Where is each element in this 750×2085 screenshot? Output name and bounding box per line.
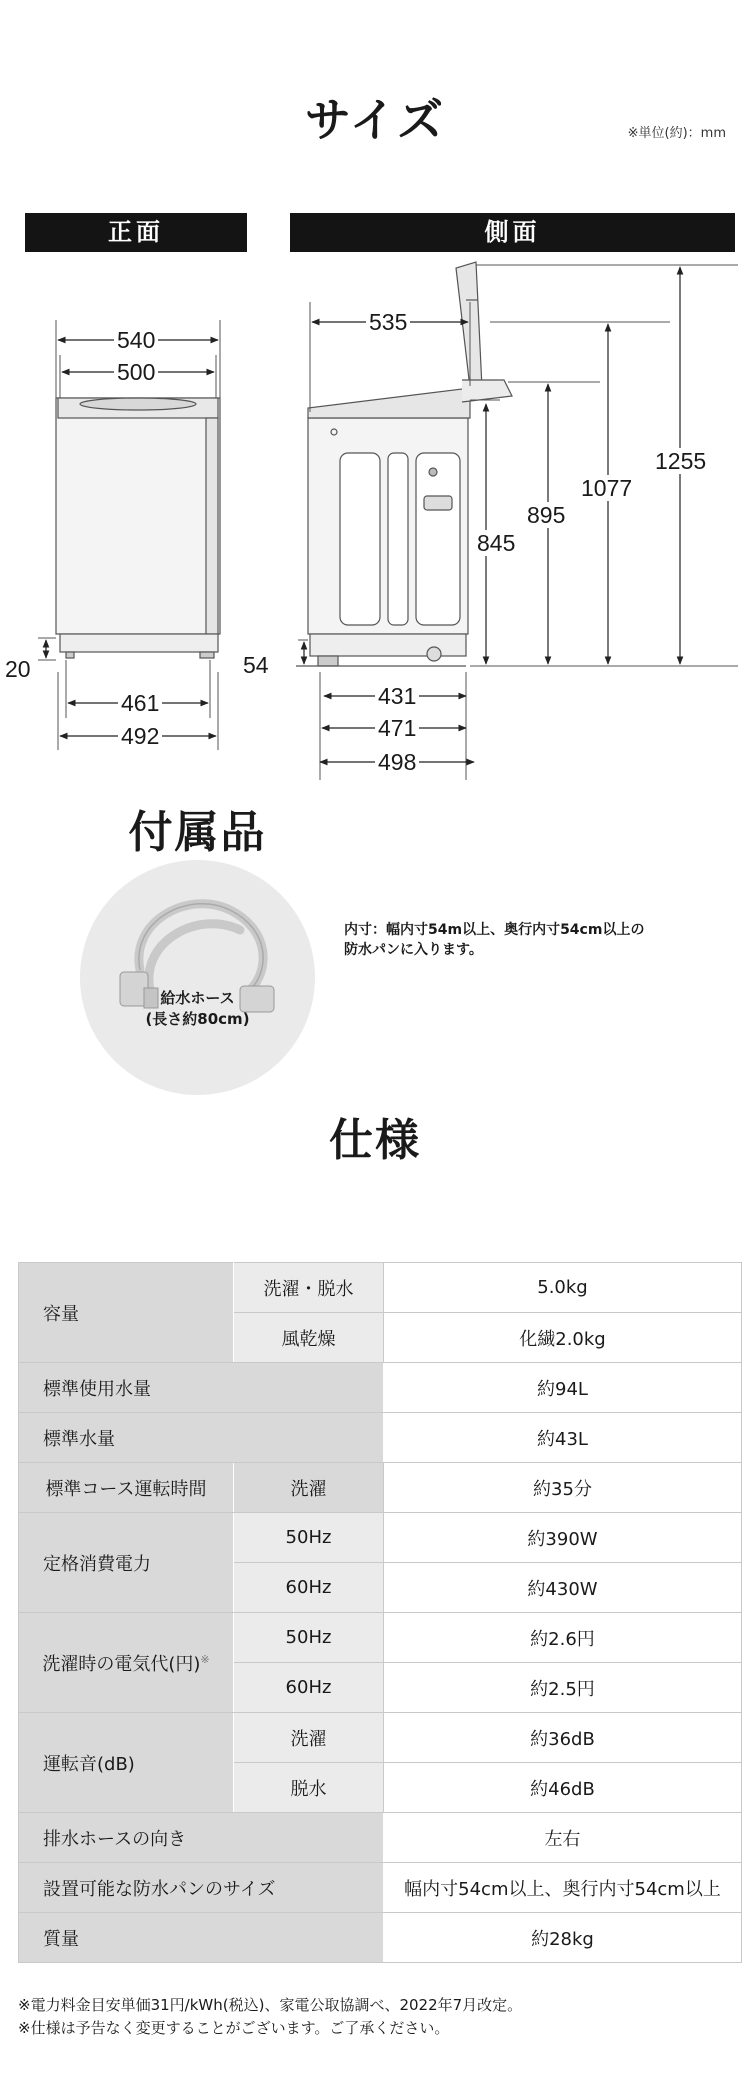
- spec-sub: 洗濯・脱水: [234, 1263, 384, 1313]
- table-row: [19, 1713, 742, 1763]
- spec-value: 幅内寸54cm以上、奥行内寸54cm以上: [384, 1863, 742, 1913]
- spec-label: 洗濯時の電気代(円): [42, 1653, 201, 1675]
- spec-label: 標準使用水量: [19, 1363, 384, 1413]
- accessory-note-line1: 内寸：幅内寸54m以上、奥行内寸54cm以上の: [344, 922, 645, 938]
- spec-label: 定格消費電力: [19, 1513, 234, 1613]
- table-row: [19, 1463, 742, 1513]
- front-dim-width-outer: 540: [114, 327, 158, 353]
- spec-label: 容量: [19, 1263, 234, 1363]
- spec-sub: 洗濯: [234, 1463, 384, 1513]
- accessories-title: 付属品: [128, 807, 267, 858]
- spec-value: 化繊2.0kg: [384, 1313, 742, 1363]
- hose-label-length: (長さ約80cm): [145, 1010, 250, 1028]
- spec-value: 約35分: [384, 1463, 742, 1513]
- front-view-label: 正面: [25, 213, 247, 252]
- spec-label-cell: [19, 1613, 234, 1713]
- unit-note: ※単位(約)：mm: [627, 126, 726, 141]
- side-dim-foot-1: 431: [375, 683, 419, 709]
- table-row: [19, 1413, 742, 1463]
- dimension-drawings: [0, 0, 750, 800]
- table-row: [19, 1363, 742, 1413]
- table-row: [19, 1813, 742, 1863]
- front-dim-base-height: 20: [5, 656, 31, 682]
- spec-value: 約430W: [384, 1563, 742, 1613]
- side-dim-foot-2: 471: [375, 715, 419, 741]
- side-dim-h2: 895: [524, 502, 568, 528]
- side-dim-h4: 1255: [652, 448, 709, 474]
- hose-image-circle: [80, 860, 315, 1095]
- water-hose-icon: [80, 860, 315, 1095]
- table-row: [19, 1513, 742, 1563]
- table-row: [19, 1863, 742, 1913]
- spec-value: 約2.6円: [384, 1613, 742, 1663]
- accessory-note: [344, 920, 674, 960]
- spec-label: 運転音(dB): [19, 1713, 234, 1813]
- spec-value: 約36dB: [384, 1713, 742, 1763]
- spec-value: 約94L: [384, 1363, 742, 1413]
- spec-sub: 風乾燥: [234, 1313, 384, 1363]
- front-dim-width-inner: 500: [114, 359, 158, 385]
- spec-title: 仕様: [329, 1115, 421, 1166]
- table-row: [19, 1613, 742, 1663]
- spec-sub: 60Hz: [234, 1563, 384, 1613]
- footnote-2: ※仕様は予告なく変更することがございます。ご了承ください。: [18, 2019, 450, 2037]
- side-dim-base-height: 54: [243, 652, 269, 678]
- spec-value: 約46dB: [384, 1763, 742, 1813]
- spec-value: 約28kg: [384, 1913, 742, 1963]
- side-view-label: 側面: [290, 213, 735, 252]
- hose-label-name: 給水ホース: [160, 989, 235, 1007]
- front-washer-drawing: [56, 398, 220, 658]
- table-row: [19, 1263, 742, 1313]
- side-dim-foot-3: 498: [375, 749, 419, 775]
- footnote-mark: ※: [200, 1652, 210, 1666]
- spec-value: 5.0kg: [384, 1263, 742, 1313]
- spec-sub: 洗濯: [234, 1713, 384, 1763]
- spec-sub: 脱水: [234, 1763, 384, 1813]
- table-row: [19, 1913, 742, 1963]
- side-dim-h1: 845: [474, 530, 518, 556]
- side-dim-depth-top: 535: [366, 309, 410, 335]
- spec-label: 設置可能な防水パンのサイズ: [19, 1863, 384, 1913]
- accessory-note-line2: 防水パンに入ります。: [344, 942, 483, 958]
- spec-value: 約390W: [384, 1513, 742, 1563]
- spec-sub: 50Hz: [234, 1513, 384, 1563]
- side-dim-h3: 1077: [578, 475, 635, 501]
- spec-value: 約2.5円: [384, 1663, 742, 1713]
- size-title: サイズ: [304, 93, 446, 147]
- spec-value: 約43L: [384, 1413, 742, 1463]
- spec-label: 標準水量: [19, 1413, 384, 1463]
- spec-label: 排水ホースの向き: [19, 1813, 384, 1863]
- spec-sub: 50Hz: [234, 1613, 384, 1663]
- front-dim-foot-inner: 461: [118, 690, 162, 716]
- front-dim-foot-outer: 492: [118, 723, 162, 749]
- spec-label: 標準コース運転時間: [19, 1463, 234, 1513]
- spec-value: 左右: [384, 1813, 742, 1863]
- spec-table: [18, 1262, 742, 1963]
- footnote-1: ※電力料金目安単価31円/kWh(税込)、家電公取協調べ、2022年7月改定。: [18, 1996, 523, 2014]
- footnotes: [18, 1994, 522, 2040]
- spec-label: 質量: [19, 1913, 384, 1963]
- spec-sub: 60Hz: [234, 1663, 384, 1713]
- hose-label: [80, 988, 315, 1030]
